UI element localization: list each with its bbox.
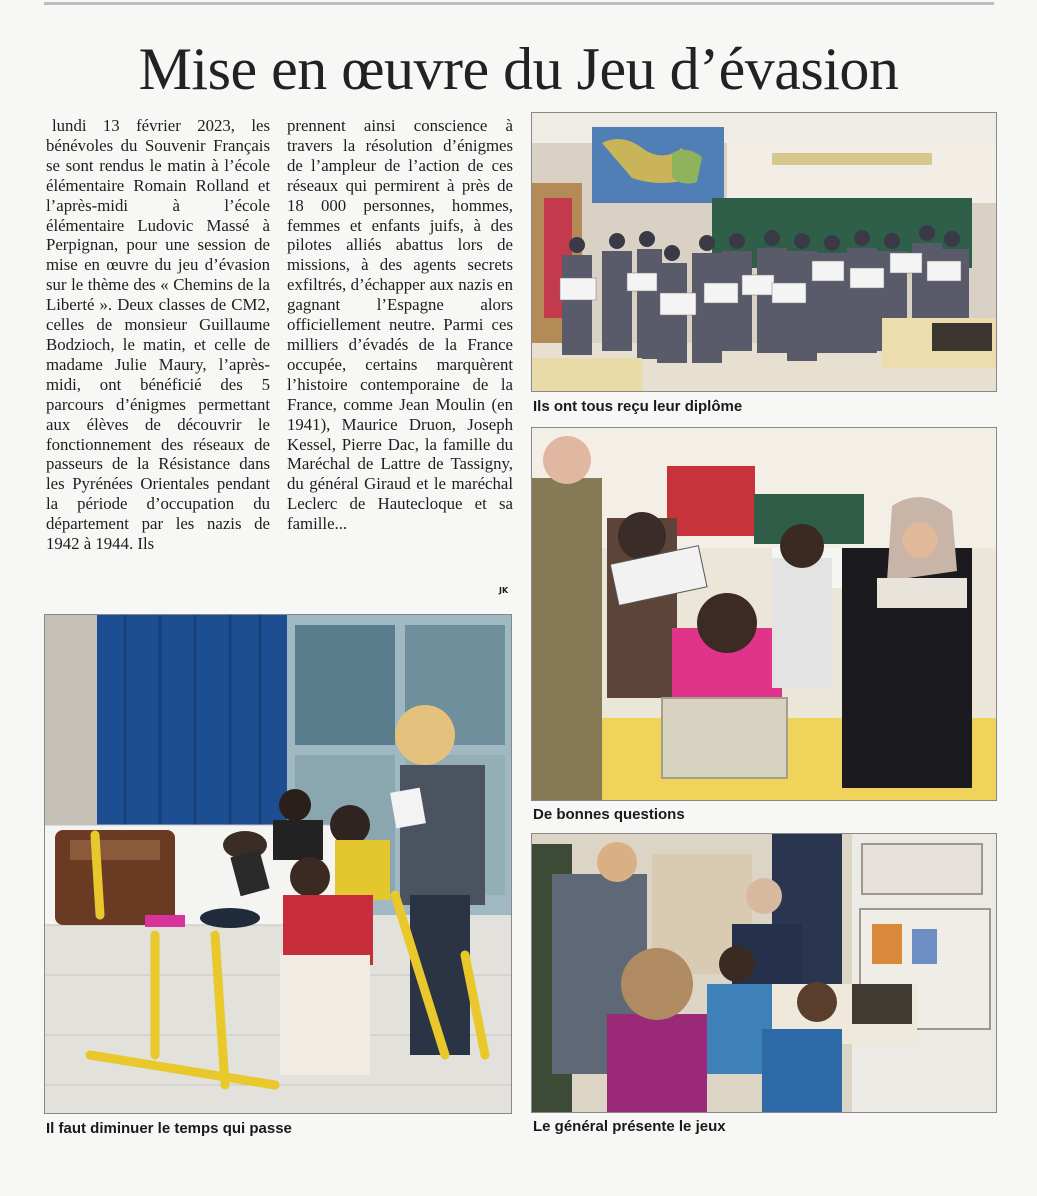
caption-class-diplomas: Ils ont tous reçu leur diplôme [533,398,743,415]
caption-good-questions: De bonnes questions [533,806,685,823]
article-title: Mise en œuvre du Jeu d’évasion [138,36,899,102]
top-rule [44,2,994,5]
photo-general-presents [531,833,997,1113]
caption-general-presents: Le général présente le jeux [533,1118,726,1135]
photo-good-questions [531,427,997,801]
photo-time-passing [44,614,512,1114]
caption-time-passing: Il faut diminuer le temps qui passe [46,1120,292,1137]
author-signature: JK [499,586,509,595]
photo-class-diplomas [531,112,997,392]
article-column-2: prennent ainsi conscience à travers la résolution d’énigmes de l’ampleur de l’action de ces réseaux qui permirent à près de 18 000 personnes, hommes, femmes et enfants juifs, à des pilotes alliés abattus lors de missions, à des agents secrets exfiltrés, d’échapper aux nazis en gagnant l’Espagne alors officiellement neutre. Parmi ces milliers d’évadés de la France occupée, certains marquèrent l’histoire contemporaine de la France, comme Jean Moulin (en 1941), Maurice Druon, Joseph Kessel, Pierre Dac, la famille du Maréchal de Lattre de Tassigny, du général Giraud et le maréchal Leclerc de Hautecloque et sa famille... [287,116,513,534]
article-column-1: lundi 13 février 2023, les bénévoles du Souvenir Français se sont rendus le matin à l’école élémentaire Romain Rolland et l’après-midi à l’école élémentaire Ludovic Massé à Perpignan, pour une session de mise en œuvre du jeu d’évasion sur le thème des « Chemins de la Liberté ». Deux classes de CM2, celles de monsieur Guillaume Bodzioch, le matin, et celle de madame Julie Maury, l’après-midi, ont bénéficié des 5 parcours d’énigmes permettant aux élèves de découvrir le fonctionnement des réseaux de passeurs de la Résistance dans les Pyrénées Orientales pendant la période d’occupation du département par les nazis de 1942 à 1944. Ils [46,116,270,554]
